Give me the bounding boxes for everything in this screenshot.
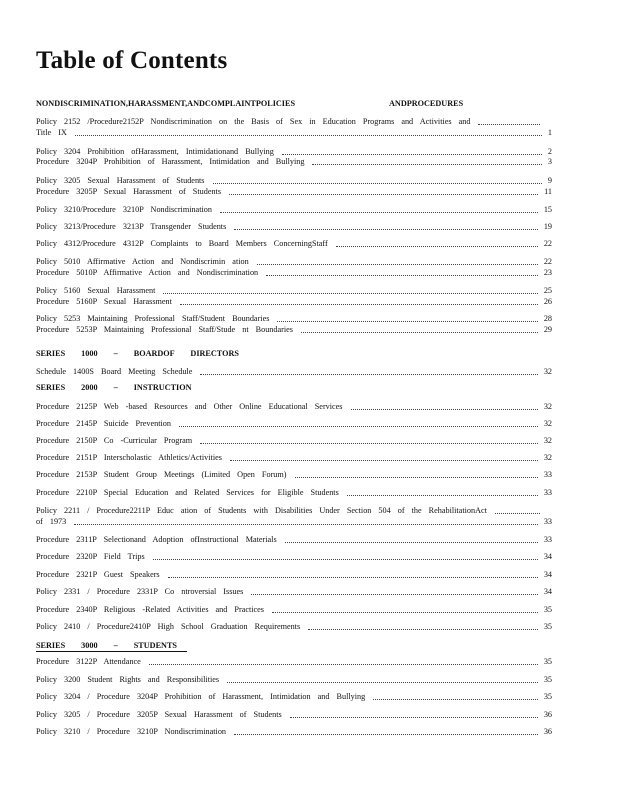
dot-leader [290, 716, 538, 718]
toc-entry-text: Policy 2410 / Procedure2410P High School Graduation Requirements [36, 622, 301, 631]
toc-entry-text: Procedure 2311P Selectionand Adoption ofInstructional Materials [36, 535, 277, 544]
toc-entry-text: of 1973 [36, 517, 67, 526]
dot-leader [179, 425, 538, 427]
dot-leader [295, 476, 538, 478]
toc-entry-text: Procedure 2145P Suicide Prevention [36, 419, 171, 428]
section-heading-right: ANDPROCEDURES [389, 99, 464, 108]
toc-entry-text: Policy 3210 / Procedure 3210P Nondiscrimination [36, 727, 227, 736]
toc-page-number: 34 [543, 552, 552, 561]
toc-entry [36, 221, 552, 232]
dot-leader [149, 663, 538, 665]
toc-entry-text: Policy 5160 Sexual Harassment [36, 286, 156, 295]
toc-entry [36, 127, 552, 138]
toc-entry-text: Policy 5253 Maintaining Professional Staff/Student Boundaries [36, 314, 270, 323]
toc-entry [36, 487, 552, 498]
toc-page-number: 35 [543, 675, 552, 684]
dot-leader [75, 134, 542, 136]
toc-entry [36, 116, 552, 127]
toc-page-number: 19 [543, 222, 552, 231]
toc-page-number: 33 [543, 488, 552, 497]
toc-page-number: 35 [543, 622, 552, 631]
toc-entry [36, 204, 552, 215]
toc-entry [36, 366, 552, 377]
section-heading [36, 98, 464, 109]
toc-entry [36, 267, 552, 278]
toc-entry-text: Title IX [36, 128, 67, 137]
toc-page-number: 23 [543, 268, 552, 277]
toc-entry-text: Policy 4312/Procedure 4312P Complaints to Board Members ConcerningStaff [36, 239, 328, 248]
dot-leader [234, 228, 538, 230]
toc-page-number: 35 [543, 657, 552, 666]
toc-page-number: 34 [543, 587, 552, 596]
dot-leader [495, 512, 540, 514]
toc-entry-text: Policy 3205 Sexual Harassment of Students [36, 176, 205, 185]
dot-leader [266, 274, 538, 276]
toc-page-number: 25 [543, 286, 552, 295]
toc-entry [36, 238, 552, 249]
toc-page-number: 2 [547, 147, 552, 156]
toc-entry-text: Policy 3213/Procedure 3213P Transgender Students [36, 222, 227, 231]
dot-leader [373, 698, 538, 700]
toc-page-number: 32 [543, 436, 552, 445]
dot-leader [478, 123, 540, 125]
toc-entry-text: Policy 3210/Procedure 3210P Nondiscrimination [36, 205, 212, 214]
toc-entry-text: Policy 3205 / Procedure 3205P Sexual Harassment of Students [36, 710, 282, 719]
section-heading-left: NONDISCRIMINATION,HARASSMENT,ANDCOMPLAINTPOLICIES [36, 99, 295, 108]
toc-entry [36, 418, 552, 429]
toc-entry-text: Procedure 3122P Attendance [36, 657, 141, 666]
dot-leader [234, 733, 538, 735]
toc-page-number: 35 [543, 692, 552, 701]
toc-entry-text: Procedure 5160P Sexual Harassment [36, 297, 172, 306]
toc-page-number: 36 [543, 710, 552, 719]
dot-leader [220, 211, 538, 213]
series-heading-text: SERIES 3000 – STUDENTS [36, 640, 187, 652]
dot-leader [229, 193, 538, 195]
toc-page-number: 32 [543, 367, 552, 376]
toc-entry-text: Policy 5010 Affirmative Action and Nondiscrimin ation [36, 257, 249, 266]
toc-entry-text: Procedure 2125P Web -based Resources and Other Online Educational Services [36, 402, 343, 411]
toc-entry [36, 313, 552, 324]
toc-page-number: 33 [543, 535, 552, 544]
toc-entry [36, 452, 552, 463]
toc-entry [36, 175, 552, 186]
dot-leader [153, 558, 538, 560]
toc-page-number: 32 [543, 402, 552, 411]
dot-leader [312, 163, 541, 165]
toc-entry [36, 324, 552, 335]
toc-page-number: 22 [543, 257, 552, 266]
toc-entry [36, 256, 552, 267]
series-heading-text: SERIES 2000 – INSTRUCTION [36, 383, 192, 392]
toc-entry [36, 435, 552, 446]
toc-page-number: 3 [547, 157, 552, 166]
toc-entry-text: Policy 2331 / Procedure 2331P Co ntroversial Issues [36, 587, 244, 596]
toc-entry [36, 186, 552, 197]
dot-leader [336, 245, 538, 247]
dot-leader [277, 320, 537, 322]
toc-entry-text: Procedure 2320P Field Trips [36, 552, 145, 561]
toc-entry [36, 285, 552, 296]
toc-entry [36, 551, 552, 562]
toc-entry-text: Policy 3204 Prohibition ofHarassment, Intimidationand Bullying [36, 147, 274, 156]
series-heading [36, 348, 552, 359]
dot-leader [200, 373, 537, 375]
toc-entry [36, 674, 552, 685]
toc-page-number: 28 [543, 314, 552, 323]
toc-entry-text: Procedure 3204P Prohibition of Harassment, Intimidation and Bullying [36, 157, 305, 166]
dot-leader [200, 442, 538, 444]
toc-entry [36, 569, 552, 580]
toc-entry-text: Schedule 1400S Board Meeting Schedule [36, 367, 193, 376]
toc-entry [36, 156, 552, 167]
dot-leader [230, 459, 538, 461]
toc-entry-text: Procedure 2210P Special Education and Related Services for Eligible Students [36, 488, 339, 497]
dot-leader [180, 303, 538, 305]
toc-entry [36, 296, 552, 307]
toc-entry-text: Policy 3200 Student Rights and Responsibilities [36, 675, 220, 684]
toc-page-number: 22 [543, 239, 552, 248]
toc-entry [36, 656, 552, 667]
toc-entry [36, 691, 552, 702]
toc-entry-text: Policy 2211 / Procedure2211P Educ ation of Students with Disabilities Under Section 504 of the RehabilitationAct [36, 506, 487, 515]
toc-entry [36, 401, 552, 412]
series-heading [36, 640, 552, 651]
dot-leader [168, 576, 538, 578]
toc-page-number: 32 [543, 419, 552, 428]
toc-page-number: 26 [543, 297, 552, 306]
toc-page-number: 35 [543, 605, 552, 614]
toc-entry-text: Policy 3204 / Procedure 3204P Prohibition of Harassment, Intimidation and Bullying [36, 692, 366, 701]
toc-entry [36, 726, 552, 737]
toc-entry-text: Policy 2152 /Procedure2152P Nondiscrimination on the Basis of Sex in Education Programs and Activities and [36, 117, 471, 126]
toc-entry [36, 621, 552, 632]
toc-entry [36, 505, 552, 516]
toc-entry-text: Procedure 2151P Interscholastic Athletics/Activities [36, 453, 222, 462]
toc-entry [36, 469, 552, 480]
dot-leader [272, 611, 538, 613]
dot-leader [163, 292, 537, 294]
toc-page-number: 11 [544, 187, 552, 196]
dot-leader [347, 494, 538, 496]
toc-entry-text: Procedure 2321P Guest Speakers [36, 570, 160, 579]
toc-entry-text: Procedure 5253P Maintaining Professional Staff/Stude nt Boundaries [36, 325, 293, 334]
toc-page-number: 15 [543, 205, 552, 214]
toc-page-number: 9 [547, 176, 552, 185]
toc-entry [36, 709, 552, 720]
toc-page-number: 36 [543, 727, 552, 736]
toc-page-number: 1 [547, 128, 552, 137]
dot-leader [285, 541, 538, 543]
toc-page-number: 33 [543, 470, 552, 479]
toc-entry [36, 604, 552, 615]
dot-leader [308, 628, 538, 630]
toc-entry [36, 534, 552, 545]
series-heading [36, 382, 552, 393]
dot-leader [351, 408, 538, 410]
series-heading-text: SERIES 1000 – BOARDOF DIRECTORS [36, 349, 239, 358]
toc-page-number: 33 [543, 517, 552, 526]
toc-entry [36, 586, 552, 597]
toc-entry-text: Procedure 2340P Religious -Related Activities and Practices [36, 605, 264, 614]
dot-leader [251, 593, 538, 595]
page-title: Table of Contents [36, 47, 228, 74]
dot-leader [213, 182, 542, 184]
dot-leader [282, 153, 542, 155]
toc-page-number: 29 [543, 325, 552, 334]
toc-entry-text: Procedure 5010P Affirmative Action and Nondiscrimination [36, 268, 259, 277]
toc-page-number: 32 [543, 453, 552, 462]
toc-entry [36, 516, 552, 527]
toc-entry-text: Procedure 3205P Sexual Harassment of Students [36, 187, 222, 196]
dot-leader [227, 681, 538, 683]
toc-entry-text: Procedure 2153P Student Group Meetings (Limited Open Forum) [36, 470, 287, 479]
toc-page-number: 34 [543, 570, 552, 579]
dot-leader [257, 263, 538, 265]
toc-entry-text: Procedure 2150P Co -Curricular Program [36, 436, 193, 445]
dot-leader [74, 523, 538, 525]
dot-leader [301, 331, 538, 333]
